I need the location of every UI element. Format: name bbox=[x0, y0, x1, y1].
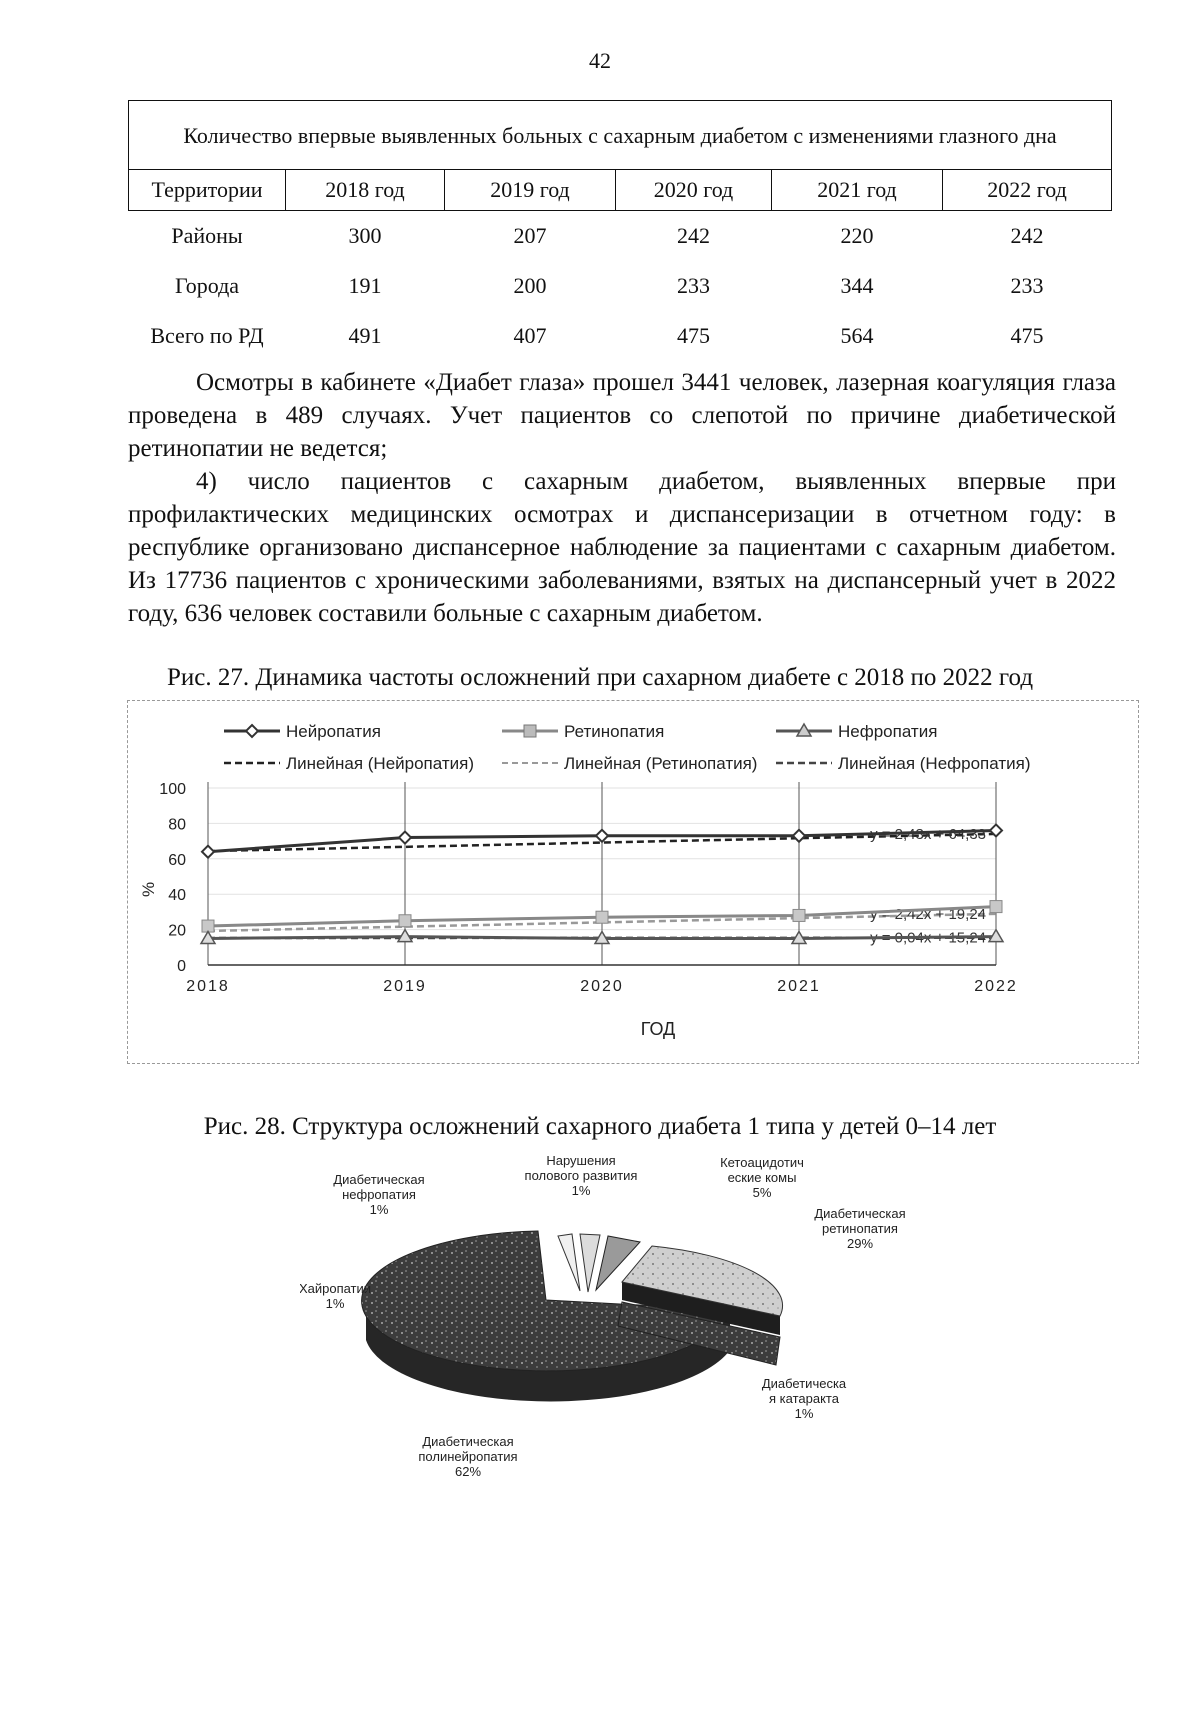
pie-label: ретинопатия bbox=[822, 1221, 898, 1236]
pie-value: 29% bbox=[846, 1236, 874, 1251]
figure-28-title: Рис. 28. Структура осложнений сахарного диабета 1 типа у детей 0–14 лет bbox=[203, 1113, 997, 1140]
table-caption: Количество впервые выявленных больных с сахарным диабетом с изменениями глазного дна bbox=[129, 101, 1112, 170]
pie-value: 1% bbox=[325, 1296, 345, 1311]
pie-label: Хайропатии bbox=[300, 1281, 372, 1296]
x-tick-label: 2019 bbox=[383, 978, 427, 995]
pie-slice-puberty bbox=[558, 1234, 580, 1291]
pie-label: Нарушения bbox=[546, 1153, 616, 1168]
table-cell: 344 bbox=[840, 273, 874, 298]
pie-value: 5% bbox=[752, 1185, 772, 1200]
column-header: 2018 год bbox=[286, 170, 445, 211]
table-cell: 564 bbox=[840, 323, 874, 348]
column-header: 2019 год bbox=[445, 170, 616, 211]
y-tick-label: 60 bbox=[168, 851, 186, 869]
axis-labels bbox=[159, 781, 1018, 995]
column-header: 2022 год bbox=[943, 170, 1112, 211]
table-cell: 475 bbox=[1010, 323, 1044, 348]
table-cell: 407 bbox=[513, 323, 547, 348]
x-tick-label: 2021 bbox=[777, 978, 821, 995]
table-row bbox=[129, 311, 1112, 361]
paragraph-screening: 4) число пациентов с сахарным диабетом, выявленных впервые при профилактических медицинских осмотрах и диспансеризации в отчетном году: в республике организовано диспансерное наблюдение за пациентами с сахарным диабетом. Из 17736 пациентов с хроническими заболеваниями, взятых на диспансерный учет в 2022 году, 636 человек составили больные с сахарным диабетом. bbox=[128, 468, 1116, 627]
table-cell: 220 bbox=[840, 223, 874, 248]
diabetes-eye-table bbox=[128, 100, 1111, 361]
table-row bbox=[129, 261, 1112, 311]
pie-value: 1% bbox=[571, 1183, 591, 1198]
column-header: 2021 год bbox=[772, 170, 943, 211]
pie-label: Кетоацидотич bbox=[720, 1155, 804, 1170]
trendline-equation: y = 0,04x + 15,24 bbox=[870, 929, 986, 947]
table-cell: 200 bbox=[513, 273, 547, 298]
pie-value: 1% bbox=[369, 1202, 389, 1217]
y-tick-label: 20 bbox=[168, 922, 186, 940]
pie-value: 1% bbox=[794, 1406, 814, 1421]
pie-label: Диабетическая bbox=[814, 1206, 906, 1221]
legend-label: Линейная (Ретинопатия) bbox=[564, 754, 758, 773]
y-tick-label: 0 bbox=[177, 958, 186, 975]
complications-line-chart bbox=[127, 700, 1139, 1064]
complications-pie-chart bbox=[300, 1150, 940, 1490]
page-number: 42 bbox=[589, 48, 611, 73]
y-tick-label: 80 bbox=[168, 816, 186, 834]
x-tick-label: 2018 bbox=[186, 978, 230, 995]
table-cell: 191 bbox=[348, 273, 382, 298]
table-cell: Всего по РД bbox=[150, 323, 264, 348]
pie-chart-svg bbox=[300, 1150, 940, 1490]
pie-label: еские комы bbox=[727, 1170, 797, 1185]
table-cell: 300 bbox=[348, 223, 382, 248]
y-axis-label: % bbox=[139, 881, 158, 897]
table-cell: 242 bbox=[677, 223, 710, 248]
legend-label: Линейная (Нефропатия) bbox=[838, 754, 1031, 773]
figure-27-title: Рис. 27. Динамика частоты осложнений при сахарном диабете с 2018 по 2022 год bbox=[166, 664, 1034, 691]
table-cell: 233 bbox=[1010, 273, 1044, 298]
table-cell: 233 bbox=[677, 273, 710, 298]
data-point bbox=[399, 832, 411, 844]
x-axis-label: ГОД bbox=[640, 1019, 676, 1039]
square-marker-icon bbox=[524, 725, 536, 737]
data-point bbox=[399, 915, 411, 927]
pie-label: Диабетическая bbox=[333, 1172, 425, 1187]
data-point bbox=[990, 901, 1002, 913]
pie-label: я катаракта bbox=[769, 1391, 839, 1406]
table-cell: 207 bbox=[513, 223, 547, 248]
data-point bbox=[596, 911, 608, 923]
table-cell: 491 bbox=[348, 323, 382, 348]
table-cell: Города bbox=[174, 273, 240, 298]
table-cell: 242 bbox=[1010, 223, 1044, 248]
pie-label: нефропатия bbox=[342, 1187, 416, 1202]
trendline-equation: y = 2,42x + 19,24 bbox=[870, 905, 986, 923]
pie-label: Диабетическая bbox=[422, 1434, 514, 1449]
column-header: Территории bbox=[129, 170, 286, 211]
table-cell: 475 bbox=[677, 323, 710, 348]
pie-label: Диабетическа bbox=[761, 1376, 847, 1391]
y-tick-label: 100 bbox=[159, 781, 186, 798]
table-row bbox=[129, 211, 1112, 262]
data-point bbox=[793, 909, 805, 921]
pie-label: полового развития bbox=[524, 1168, 638, 1183]
paragraph-eye-exams: Осмотры в кабинете «Диабет глаза» прошел 3441 человек, лазерная коагуляция глаза проведена в 489 случаях. Учет пациентов со слепотой по причине диабетической ретинопатии не ведется; bbox=[128, 369, 1116, 462]
trendline-equation: y = 2,43x + 64,33 bbox=[870, 825, 986, 843]
data-point bbox=[596, 830, 608, 842]
diamond-marker-icon bbox=[246, 725, 258, 737]
column-header: 2020 год bbox=[616, 170, 772, 211]
data-point bbox=[793, 830, 805, 842]
pie-label: полинейропатия bbox=[418, 1449, 518, 1464]
table-cell: Районы bbox=[171, 223, 243, 248]
chart-legend bbox=[224, 722, 1031, 773]
line-chart-svg bbox=[128, 701, 1138, 1063]
legend-label: Нейропатия bbox=[286, 722, 381, 741]
x-tick-label: 2022 bbox=[974, 978, 1018, 995]
legend-label: Линейная (Нейропатия) bbox=[286, 754, 474, 773]
x-tick-label: 2020 bbox=[580, 978, 624, 995]
legend-label: Нефропатия bbox=[838, 722, 938, 741]
data-point bbox=[202, 846, 214, 858]
y-tick-label: 40 bbox=[168, 887, 186, 905]
pie-value: 62% bbox=[454, 1464, 482, 1479]
legend-label: Ретинопатия bbox=[564, 722, 665, 741]
